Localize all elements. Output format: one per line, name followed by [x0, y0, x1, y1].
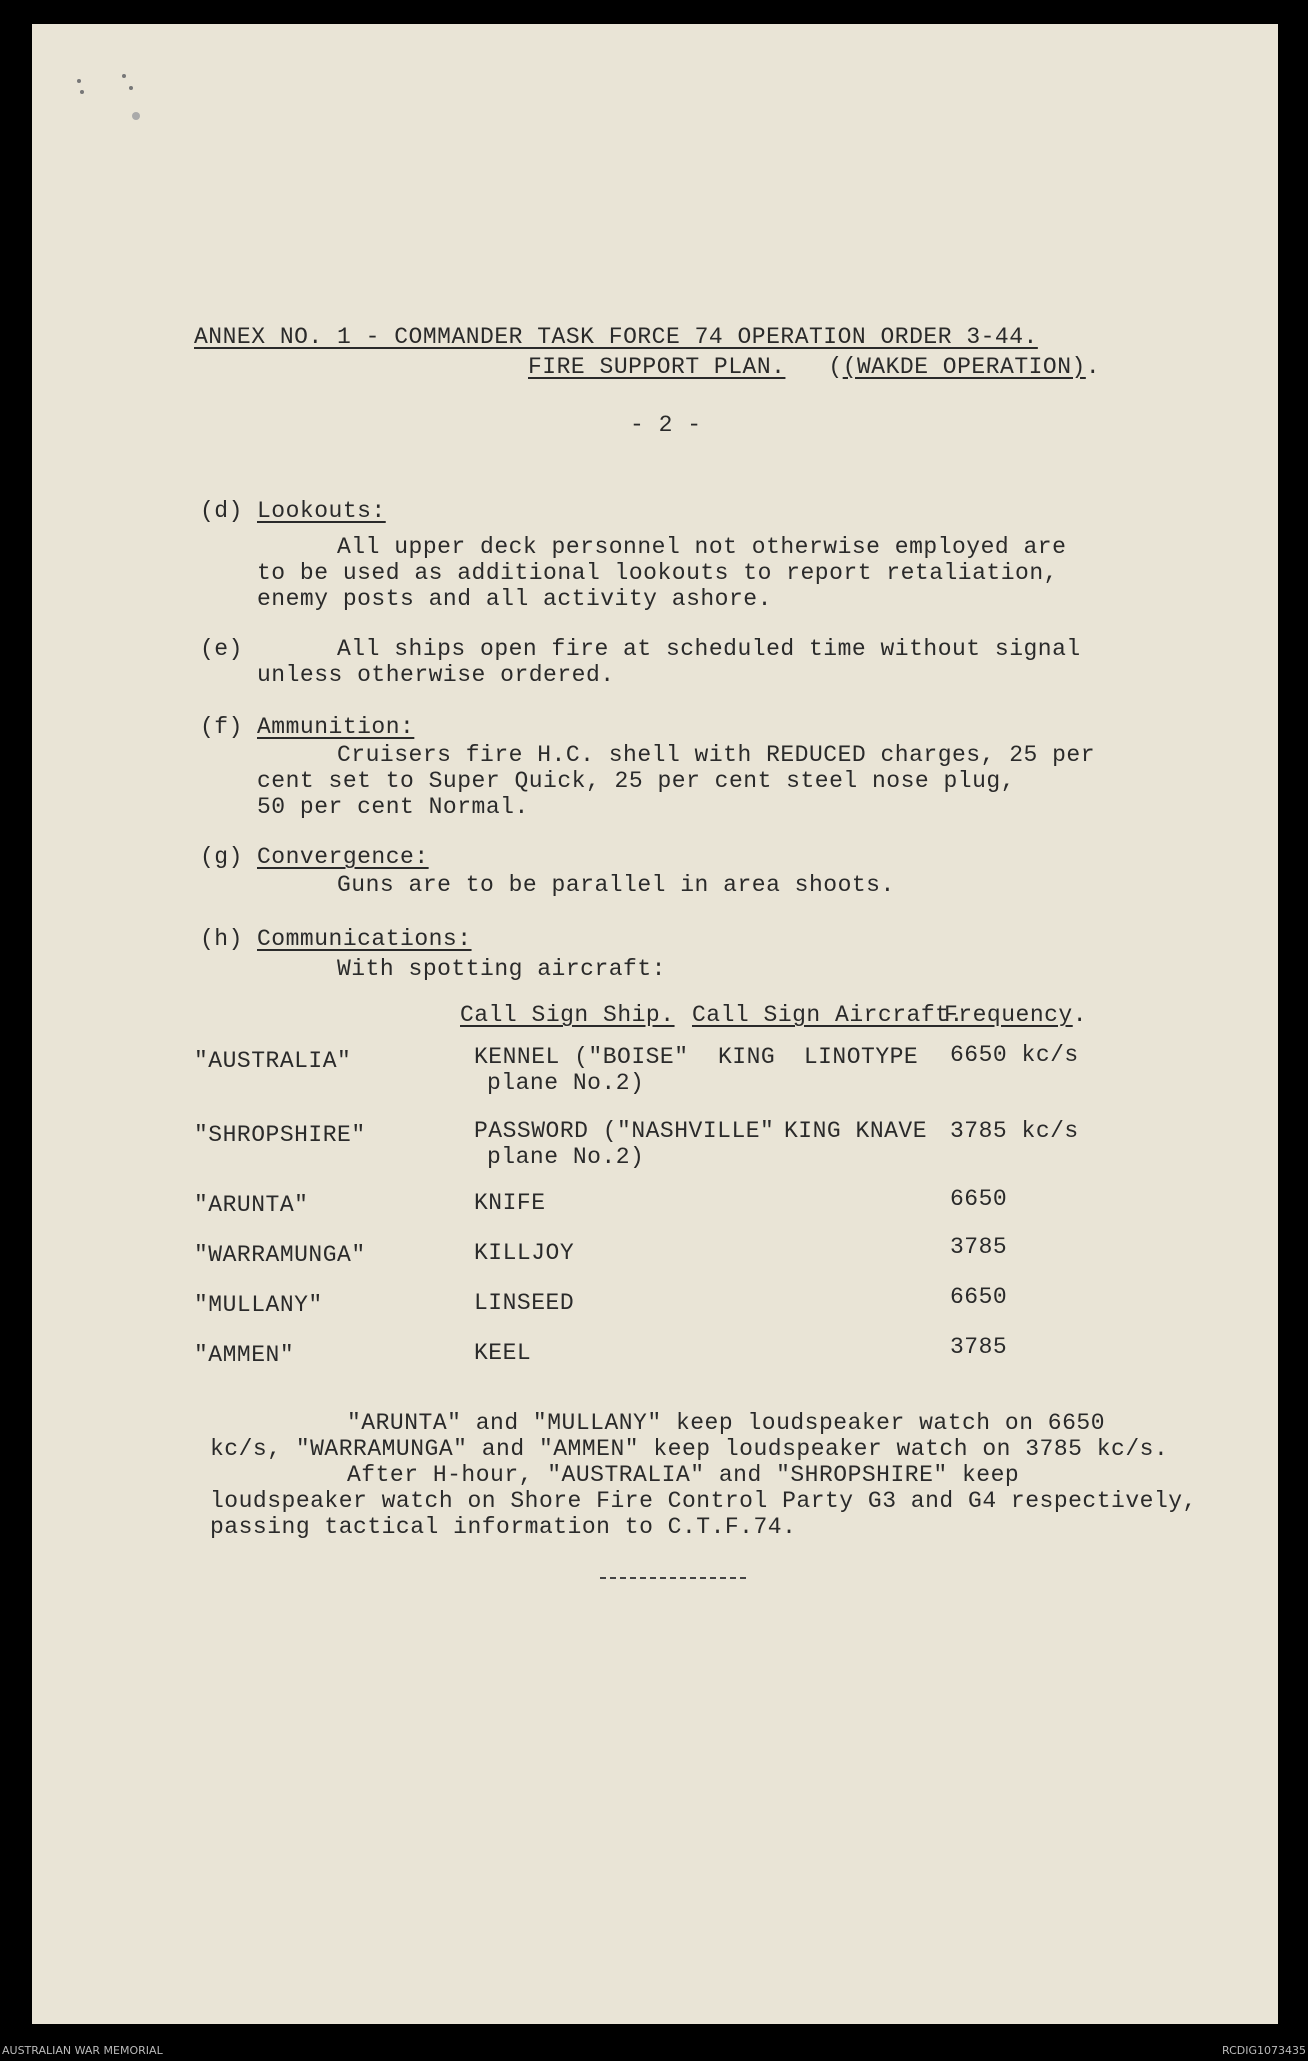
row-call-sign-note: plane No.2) — [487, 1070, 645, 1096]
row-frequency: 6650 — [950, 1186, 1008, 1212]
closing-line: "ARUNTA" and "MULLANY" keep loudspeaker watch on 6650 — [347, 1410, 1106, 1436]
row-ship: "AUSTRALIA" — [194, 1048, 352, 1074]
closing-line: loudspeaker watch on Shore Fire Control Party G3 and G4 respectively, — [210, 1488, 1197, 1514]
punch-mark — [129, 86, 133, 90]
row-frequency: 3785 kc/s — [950, 1118, 1079, 1144]
row-ship: "AMMEN" — [194, 1342, 295, 1368]
row-call-sign: PASSWORD ("NASHVILLE" — [474, 1118, 775, 1144]
closing-line: passing tactical information to C.T.F.74. — [210, 1514, 797, 1540]
section-h-label: (h) — [200, 926, 243, 952]
section-g-line: Guns are to be parallel in area shoots. — [337, 872, 895, 898]
section-f-title: Ammunition: — [257, 714, 415, 740]
row-ship: "ARUNTA" — [194, 1192, 309, 1218]
row-frequency: 6650 — [950, 1284, 1008, 1310]
section-h-title: Communications: — [257, 926, 472, 952]
row-call-sign: LINSEED — [474, 1290, 575, 1316]
section-f-line: Cruisers fire H.C. shell with REDUCED charges, 25 per — [337, 742, 1096, 768]
section-f-line: cent set to Super Quick, 25 per cent steel nose plug, — [257, 768, 1016, 794]
section-g-label: (g) — [200, 844, 243, 870]
row-ship: "SHROPSHIRE" — [194, 1122, 366, 1148]
table-header-aircraft: Call Sign Aircraft. — [692, 1002, 964, 1028]
row-call-sign-note: plane No.2) — [487, 1144, 645, 1170]
section-f-line: 50 per cent Normal. — [257, 794, 529, 820]
section-g-title: Convergence: — [257, 844, 429, 870]
row-aircraft: KING LINOTYPE — [718, 1044, 919, 1070]
punch-mark — [77, 79, 81, 83]
row-aircraft: KING KNAVE — [784, 1118, 928, 1144]
document-page — [32, 24, 1278, 2024]
plan-title: FIRE SUPPORT PLAN. — [528, 354, 786, 380]
operation-name: ((WAKDE OPERATION) — [828, 354, 1086, 380]
section-d-line: All upper deck personnel not otherwise employed are — [337, 534, 1067, 560]
row-frequency: 3785 — [950, 1334, 1008, 1360]
operation-title: (WAKDE OPERATION) — [842, 354, 1086, 380]
closing-line: After H-hour, "AUSTRALIA" and "SHROPSHIRE" keep — [347, 1462, 1020, 1488]
section-d-title: Lookouts: — [257, 498, 386, 524]
row-call-sign: KILLJOY — [474, 1240, 575, 1266]
plan-heading: FIRE SUPPORT PLAN. ((WAKDE OPERATION). — [528, 354, 1101, 380]
section-e-label: (e) — [200, 636, 243, 662]
punch-mark — [122, 74, 126, 78]
punch-mark — [80, 90, 84, 94]
section-h-intro: With spotting aircraft: — [337, 956, 666, 982]
row-ship: "WARRAMUNGA" — [194, 1242, 366, 1268]
footer-id: RCDIG1073435 — [1221, 2044, 1306, 2057]
table-header-ship: Call Sign Ship. — [460, 1002, 675, 1028]
footer-source: AUSTRALIAN WAR MEMORIAL — [2, 2044, 163, 2057]
section-d-label: (d) — [200, 498, 243, 524]
page-number: - 2 - — [630, 412, 702, 438]
row-frequency: 3785 — [950, 1234, 1008, 1260]
row-call-sign: KNIFE — [474, 1190, 546, 1216]
end-divider — [600, 1577, 746, 1579]
section-f-label: (f) — [200, 714, 243, 740]
row-call-sign: KEEL — [474, 1340, 532, 1366]
table-header-frequency: Frequency. — [944, 1002, 1088, 1028]
row-frequency: 6650 kc/s — [950, 1042, 1079, 1068]
section-e-line: All ships open fire at scheduled time without signal — [337, 636, 1081, 662]
row-ship: "MULLANY" — [194, 1292, 323, 1318]
annex-heading: ANNEX NO. 1 - COMMANDER TASK FORCE 74 OPERATION ORDER 3-44. — [194, 324, 1038, 350]
section-d-line: enemy posts and all activity ashore. — [257, 586, 772, 612]
closing-line: kc/s, "WARRAMUNGA" and "AMMEN" keep loudspeaker watch on 3785 kc/s. — [210, 1436, 1169, 1462]
section-d-line: to be used as additional lookouts to report retaliation, — [257, 560, 1058, 586]
section-e-line: unless otherwise ordered. — [257, 662, 615, 688]
punch-mark — [132, 112, 140, 120]
row-call-sign: KENNEL ("BOISE" — [474, 1044, 689, 1070]
